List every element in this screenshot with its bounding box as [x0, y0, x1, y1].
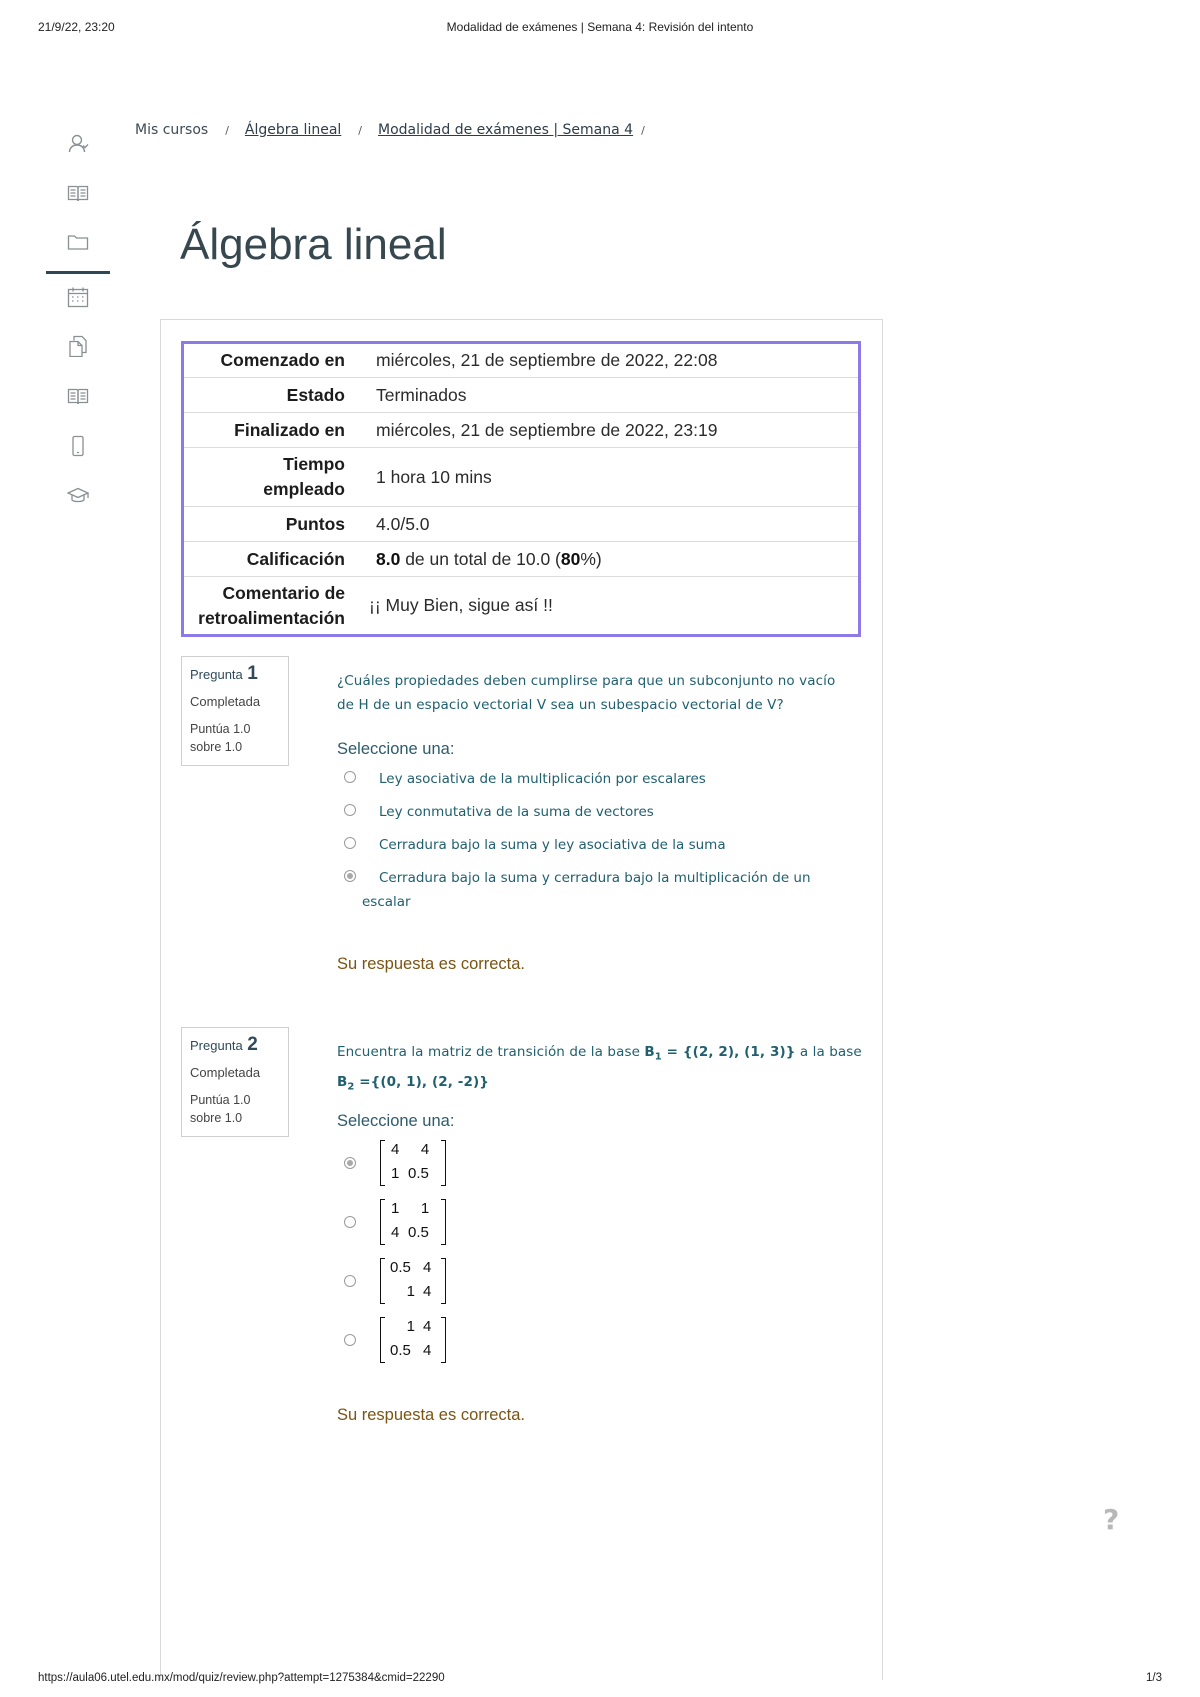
answer-radio[interactable]	[344, 1334, 356, 1346]
matrix-option[interactable]: 4 4 1 0.5	[380, 1140, 446, 1186]
breadcrumb-course-link[interactable]: Álgebra lineal	[244, 122, 342, 138]
print-page-number: 1/3	[1146, 1672, 1162, 1684]
summary-label: Estado	[183, 378, 361, 413]
answer-radio[interactable]	[344, 837, 356, 849]
matrix-bracket	[380, 1140, 385, 1186]
matrix-bracket	[380, 1199, 385, 1245]
matrix-bracket	[441, 1199, 446, 1245]
summary-row-finished	[183, 413, 860, 448]
summary-row-feedback	[183, 577, 860, 636]
summary-label: Calificación	[183, 542, 361, 577]
matrix-bracket	[441, 1258, 446, 1304]
answer-option[interactable]: Ley asociativa de la multiplicación por escalares	[379, 771, 706, 787]
print-url: https://aula06.utel.edu.mx/mod/quiz/review.php?attempt=1275384&cmid=22290	[38, 1672, 445, 1684]
graduation-cap-icon[interactable]	[67, 484, 89, 506]
summary-row-started	[183, 343, 860, 378]
sidebar-active-indicator	[46, 271, 110, 274]
book-icon[interactable]	[67, 182, 89, 204]
summary-value: miércoles, 21 de septiembre de 2022, 23:19	[360, 413, 860, 448]
summary-label: Comenzado en	[220, 350, 345, 370]
select-one-prompt: Seleccione una:	[337, 1112, 455, 1130]
summary-label: Finalizado en	[183, 413, 361, 448]
summary-value: 1 hora 10 mins	[360, 448, 860, 507]
question-state: Completada	[190, 1065, 261, 1080]
user-icon[interactable]	[67, 132, 89, 154]
answer-radio-selected[interactable]	[344, 1157, 356, 1169]
summary-value: miércoles, 21 de septiembre de 2022, 22:08	[376, 350, 718, 370]
breadcrumb	[135, 122, 661, 138]
book-icon[interactable]	[67, 385, 89, 407]
question-grade: Puntúa 1.0 sobre 1.0	[190, 722, 251, 754]
question-number: 2	[247, 1034, 258, 1055]
summary-label: Puntos	[183, 507, 361, 542]
question-label: Pregunta	[190, 1038, 243, 1053]
summary-value: ¡¡ Muy Bien, sigue así !!	[360, 577, 860, 636]
summary-value: Terminados	[360, 378, 860, 413]
breadcrumb-separator: /	[641, 124, 645, 137]
answer-option[interactable]: Cerradura bajo la suma y cerradura bajo la multiplicación de un escalar	[362, 870, 811, 910]
answer-radio[interactable]	[344, 804, 356, 816]
question-info-box	[181, 1027, 289, 1137]
summary-label: Tiempo empleado	[183, 448, 361, 507]
summary-label: Comentario de retroalimentación	[183, 577, 361, 636]
answer-feedback: Su respuesta es correcta.	[337, 955, 526, 973]
folder-icon[interactable]	[67, 231, 89, 253]
breadcrumb-exam-link[interactable]: Modalidad de exámenes | Semana 4	[378, 122, 634, 138]
answer-radio[interactable]	[344, 1275, 356, 1287]
matrix-option[interactable]: 1 1 4 0.5	[380, 1199, 446, 1245]
summary-value: 8.0 de un total de 10.0 (80%)	[360, 542, 860, 577]
question-number: 1	[247, 663, 258, 684]
print-datetime: 21/9/22, 23:20	[38, 20, 115, 34]
answer-option[interactable]: Ley conmutativa de la suma de vectores	[379, 804, 654, 820]
question-state: Completada	[190, 694, 261, 709]
breadcrumb-separator: /	[225, 124, 229, 137]
breadcrumb-my-courses[interactable]: Mis cursos	[135, 122, 209, 138]
files-icon[interactable]	[67, 335, 89, 357]
question-grade: Puntúa 1.0 sobre 1.0	[190, 1093, 251, 1125]
summary-row-points	[183, 507, 860, 542]
matrix-option[interactable]: 1 4 0.5 4	[380, 1317, 446, 1363]
summary-row-grade	[183, 542, 860, 577]
question-text: ¿Cuáles propiedades deben cumplirse para que un subconjunto no vacío de H de un espacio vectorial V sea un subespacio vectorial de V?	[337, 673, 836, 713]
help-icon[interactable]: ?	[1103, 1503, 1120, 1536]
calendar-icon[interactable]	[67, 286, 89, 308]
question-text: Encuentra la matriz de transición de la base $B_1 = \{(2$, 2), (1, 3)} a la base $B_2 =\{(0$, 1), (2, -2)}	[337, 1044, 862, 1093]
answer-feedback: Su respuesta es correcta.	[337, 1406, 526, 1424]
question-label: Pregunta	[190, 667, 243, 682]
question-info-box	[181, 656, 289, 766]
print-page-title: Modalidad de exámenes | Semana 4: Revisión del intento	[446, 20, 754, 34]
matrix-option[interactable]: 0.5 4 1 4	[380, 1258, 446, 1304]
page-title: Álgebra lineal	[180, 220, 447, 269]
answer-option[interactable]: Cerradura bajo la suma y ley asociativa de la suma	[379, 837, 726, 853]
select-one-prompt: Seleccione una:	[337, 740, 455, 758]
matrix-bracket	[441, 1317, 446, 1363]
summary-value: 4.0/5.0	[360, 507, 860, 542]
matrix-bracket	[380, 1317, 385, 1363]
answer-radio[interactable]	[344, 771, 356, 783]
answer-radio-selected[interactable]	[344, 870, 356, 882]
attempt-summary-table	[181, 341, 861, 637]
matrix-bracket	[441, 1140, 446, 1186]
mobile-icon[interactable]	[67, 435, 89, 457]
answer-radio[interactable]	[344, 1216, 356, 1228]
matrix-bracket	[380, 1258, 385, 1304]
summary-row-time	[183, 448, 860, 507]
summary-row-state	[183, 378, 860, 413]
breadcrumb-separator: /	[358, 124, 363, 137]
